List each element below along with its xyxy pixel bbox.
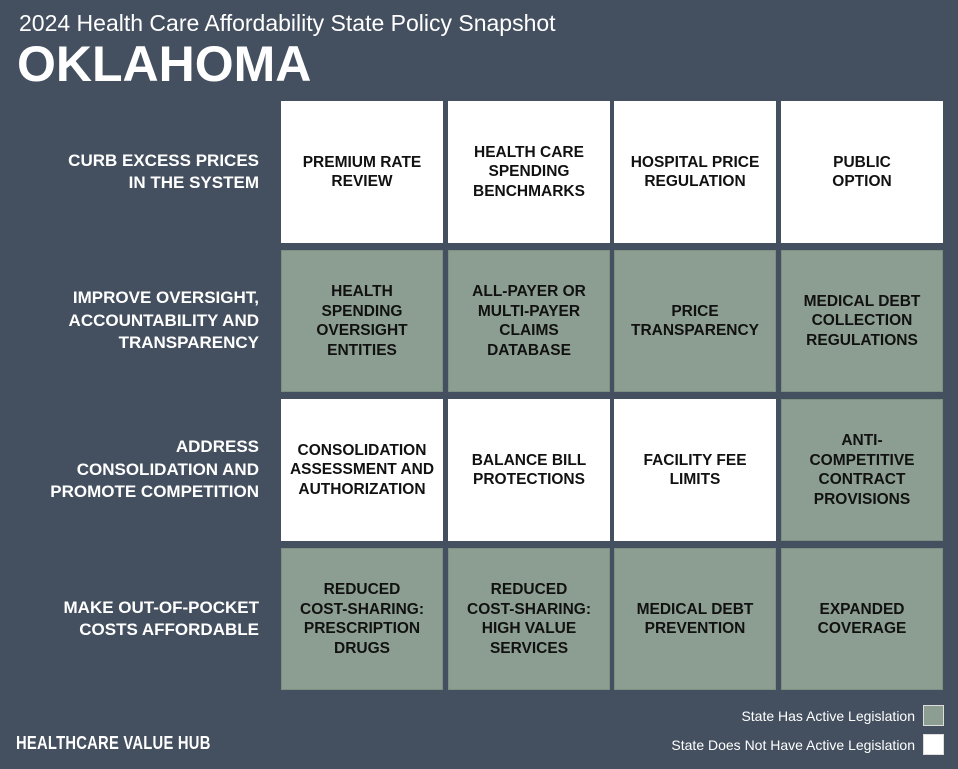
- policy-cell-label: REDUCED COST-SHARING: HIGH VALUE SERVICES: [467, 581, 591, 657]
- row-label-text: CURB EXCESS PRICES IN THE SYSTEM: [68, 150, 259, 192]
- legend-active: [741, 705, 944, 726]
- policy-cell-spending-benchmarks: [448, 101, 610, 243]
- legend-inactive-swatch: [923, 734, 944, 755]
- policy-cell-public-option: [781, 101, 943, 243]
- policy-cell-expanded-coverage: [781, 548, 943, 690]
- policy-cell-label: ALL-PAYER OR MULTI-PAYER CLAIMS DATABASE: [472, 283, 586, 359]
- row-label-out-of-pocket: [10, 548, 259, 690]
- policy-cell-debt-collection: [781, 250, 943, 392]
- row-label-text: MAKE OUT-OF-POCKET COSTS AFFORDABLE: [63, 597, 259, 639]
- policy-grid: [281, 101, 943, 690]
- policy-cell-claims-database: [448, 250, 610, 392]
- policy-cell-label: PRICE TRANSPARENCY: [630, 302, 760, 339]
- policy-cell-debt-prevention: [614, 548, 776, 690]
- policy-cell-cost-sharing-services: [448, 548, 610, 690]
- policy-cell-balance-bill: [448, 399, 610, 541]
- policy-cell-label: MEDICAL DEBT COLLECTION REGULATIONS: [803, 292, 921, 349]
- policy-cell-label: HEALTH CARE SPENDING BENCHMARKS: [473, 143, 585, 200]
- healthcare-value-hub-logo: HEALTHCARE VALUE HUB: [16, 733, 211, 753]
- policy-cell-label: CONSOLIDATION ASSESSMENT AND AUTHORIZATION: [289, 441, 435, 498]
- row-label-oversight: [10, 250, 259, 392]
- row-label-text: IMPROVE OVERSIGHT, ACCOUNTABILITY AND TRANSPARENCY: [68, 288, 259, 353]
- row-label-curb-prices: [10, 101, 259, 243]
- policy-cell-consolidation-assessment: [281, 399, 443, 541]
- policy-cell-price-transparency: [614, 250, 776, 392]
- row-label-consolidation: [10, 399, 259, 541]
- policy-cell-label: PREMIUM RATE REVIEW: [302, 153, 422, 190]
- policy-cell-anti-competitive: [781, 399, 943, 541]
- policy-cell-oversight-entities: [281, 250, 443, 392]
- policy-cell-label: FACILITY FEE LIMITS: [643, 451, 747, 488]
- policy-cell-hospital-price-regulation: [614, 101, 776, 243]
- policy-cell-cost-sharing-drugs: [281, 548, 443, 690]
- legend-active-label: State Has Active Legislation: [741, 707, 915, 724]
- policy-cell-label: HOSPITAL PRICE REGULATION: [630, 153, 760, 190]
- row-label-text: ADDRESS CONSOLIDATION AND PROMOTE COMPETITION: [50, 437, 259, 502]
- policy-cell-label: REDUCED COST-SHARING: PRESCRIPTION DRUGS: [300, 581, 424, 657]
- policy-cell-premium-rate-review: [281, 101, 443, 243]
- policy-cell-label: PUBLIC OPTION: [832, 153, 892, 190]
- policy-cell-label: EXPANDED COVERAGE: [817, 600, 907, 637]
- policy-cell-label: MEDICAL DEBT PREVENTION: [636, 600, 754, 637]
- state-title: OKLAHOMA: [17, 36, 312, 92]
- policy-cell-facility-fee: [614, 399, 776, 541]
- snapshot-subtitle: 2024 Health Care Affordability State Policy Snapshot: [19, 10, 556, 36]
- legend-active-swatch: [923, 705, 944, 726]
- policy-cell-label: ANTI- COMPETITIVE CONTRACT PROVISIONS: [809, 432, 915, 508]
- legend-inactive-label: State Does Not Have Active Legislation: [671, 736, 915, 753]
- legend-inactive: [671, 734, 944, 755]
- policy-cell-label: BALANCE BILL PROTECTIONS: [471, 451, 587, 488]
- policy-cell-label: HEALTH SPENDING OVERSIGHT ENTITIES: [316, 283, 408, 359]
